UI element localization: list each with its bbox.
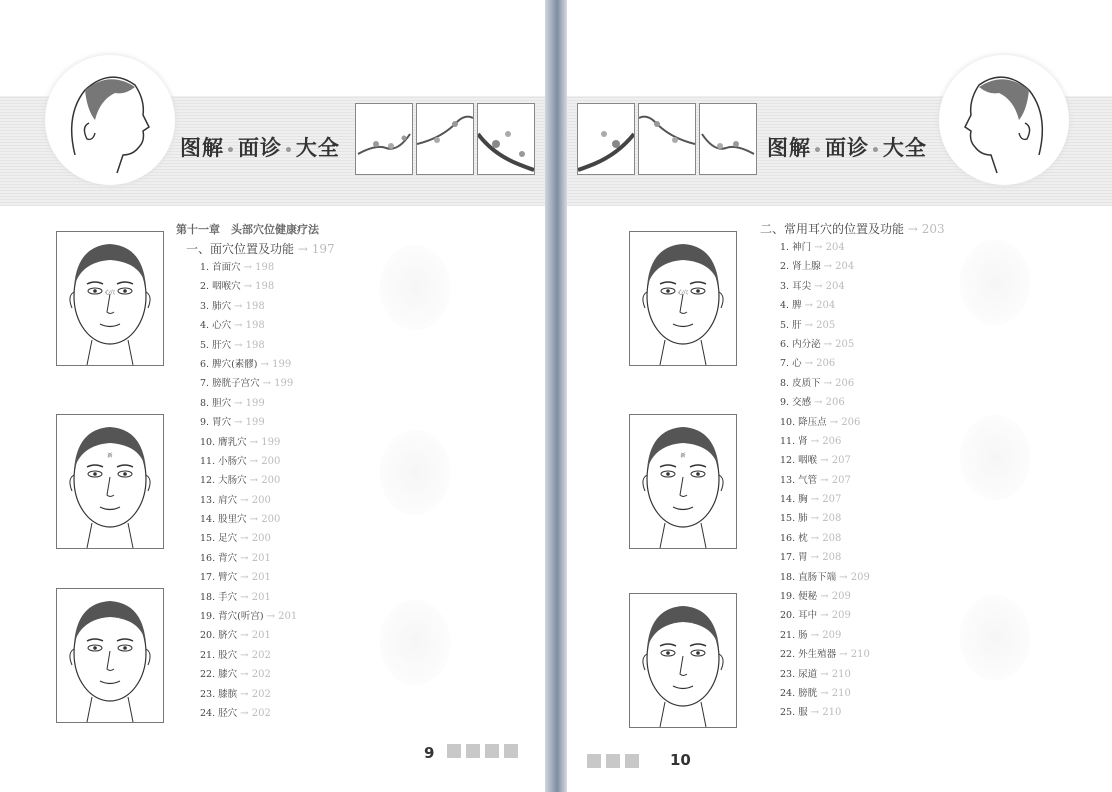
item-label: 17. 胃 [780,552,808,564]
face-diagram [629,231,737,366]
list-item [200,549,297,568]
brand-dot: • [813,143,823,159]
plum-painting-panel [699,103,757,175]
item-page-ref: → 205 [823,338,855,350]
face-label: 心穴 [104,290,116,296]
list-item [780,238,870,257]
section-title-text: 二、常用耳穴的位置及功能 [760,222,905,236]
item-page-ref: → 199 [234,397,265,409]
ear-point-list [780,238,870,723]
item-page-ref: → 201 [266,611,298,623]
item-page-ref: → 199 [234,417,265,429]
book-spine [545,0,567,792]
faded-face-illustration [960,240,1030,325]
item-label: 19. 便秘 [780,591,818,603]
item-label: 22. 外生殖器 [780,649,837,661]
item-label: 5. 肝 [780,319,802,331]
brand-part-3: 大全 [295,136,340,160]
footer-square [625,754,639,768]
item-page-ref: → 210 [810,707,842,719]
footer-square [606,754,620,768]
item-label: 6. 脾穴(素髎) [200,358,258,370]
item-page-ref: → 201 [240,572,271,584]
face-label: 心穴 [677,290,689,296]
brand-part-1: 图解 [767,136,811,160]
item-label: 23. 膝膑 [200,688,238,700]
head-profile-icon [45,55,175,185]
plum-painting-panel [638,103,696,175]
page-number: 9 [424,744,435,762]
item-label: 11. 小肠穴 [200,455,247,467]
item-label: 1. 神门 [780,242,812,253]
face-diagram [56,231,164,366]
list-item [200,607,297,626]
item-page-ref: → 202 [240,707,271,719]
list-item [780,277,870,296]
list-item [200,588,297,607]
list-item [780,490,870,509]
item-label: 6. 内分泌 [780,338,821,350]
item-label: 9. 交感 [780,397,812,409]
item-label: 13. 气管 [780,474,818,486]
item-page-ref: → 209 [820,591,851,603]
item-label: 11. 肾 [780,435,808,447]
chapter-title: 第十一章 头部穴位健康疗法 [176,223,319,236]
list-item [200,626,297,645]
list-item [780,335,870,354]
list-item [780,393,870,412]
item-page-ref: → 207 [810,494,842,506]
section-title-text: 一、面穴位置及功能 [186,242,295,256]
item-page-ref: → 204 [814,242,845,253]
item-label: 20. 脐穴 [200,630,238,642]
section-page-ref: → 203 [907,222,945,236]
section-page-ref: → 197 [297,242,335,256]
list-item [200,704,297,723]
list-item [780,296,870,315]
item-page-ref: → 208 [810,552,842,564]
list-item [780,257,870,276]
item-label: 24. 膀胱 [780,687,818,699]
brand-part-2: 面诊 [237,136,282,160]
item-label: 7. 膀胱子宫穴 [200,378,260,390]
item-page-ref: → 201 [240,630,271,642]
item-page-ref: → 209 [810,629,842,641]
list-item [200,413,297,432]
plum-painting-panel [477,103,535,175]
list-item [200,433,297,452]
list-item [200,277,297,296]
item-page-ref: → 201 [240,591,271,603]
face-diagram [629,593,737,728]
item-label: 12. 咽喉 [780,455,818,467]
list-item [200,258,297,277]
item-label: 1. 首面穴 [200,262,241,273]
item-label: 12. 大肠穴 [200,475,247,487]
list-item [200,568,297,587]
item-page-ref: → 210 [820,668,851,680]
list-item [200,646,297,665]
footer-square [466,744,480,758]
item-label: 5. 肝穴 [200,339,232,351]
list-item [200,297,297,316]
list-item [780,548,870,567]
footer-square [447,744,461,758]
list-item [780,626,870,645]
item-page-ref: → 200 [240,494,271,506]
item-page-ref: → 206 [804,358,836,370]
page-number: 10 [670,751,691,769]
list-item [200,491,297,510]
item-page-ref: → 202 [240,688,271,700]
list-item [780,703,870,722]
item-label: 24. 胫穴 [200,707,238,719]
face-diagram [56,414,164,549]
list-item [200,471,297,490]
item-label: 15. 足穴 [200,533,238,545]
item-page-ref: → 198 [234,320,265,332]
item-label: 10. 膺乳穴 [200,436,247,448]
item-page-ref: → 209 [820,610,851,622]
plum-painting-panel [577,103,635,175]
list-item [200,452,297,471]
brand-dot: • [283,143,294,159]
head-profile-icon [939,55,1069,185]
item-page-ref: → 198 [234,300,265,312]
list-item [780,374,870,393]
item-page-ref: → 198 [234,339,265,351]
item-label: 8. 胆穴 [200,397,232,409]
list-item [200,510,297,529]
left-page [0,0,545,792]
item-page-ref: → 209 [839,571,870,583]
item-label: 19. 背穴(听宫) [200,611,264,623]
footer-square [587,754,601,768]
list-item [200,685,297,704]
faded-face-illustration [960,595,1030,680]
item-page-ref: → 200 [249,455,281,467]
item-page-ref: → 202 [240,649,271,661]
item-label: 21. 肠 [780,629,808,641]
item-page-ref: → 206 [814,397,845,409]
brand-part-1: 图解 [180,136,224,160]
footer-square [485,744,499,758]
faded-face-illustration [960,415,1030,500]
brand-title [180,132,340,162]
item-page-ref: → 204 [823,261,855,273]
item-label: 4. 脾 [780,300,802,312]
item-page-ref: → 201 [240,552,271,564]
item-label: 18. 手穴 [200,591,238,603]
decor-panels [577,103,757,175]
face-diagram [56,588,164,723]
item-label: 25. 服 [780,707,808,719]
faded-face-illustration [380,430,450,515]
brand-part-3: 大全 [882,136,927,160]
faded-face-illustration [380,245,450,330]
item-page-ref: → 200 [249,514,281,526]
item-label: 2. 肾上腺 [780,261,821,273]
face-diagram [629,414,737,549]
item-label: 7. 心 [780,358,802,370]
item-label: 14. 胸 [780,494,808,506]
plum-painting-panel [416,103,474,175]
item-label: 20. 耳中 [780,610,818,622]
list-item [780,471,870,490]
item-label: 13. 肩穴 [200,494,238,506]
svg-text:新: 新 [107,453,113,459]
plum-painting-panel [355,103,413,175]
list-item [780,354,870,373]
item-page-ref: → 208 [810,532,842,544]
item-page-ref: → 204 [814,280,845,292]
item-page-ref: → 208 [810,513,842,525]
item-label: 21. 股穴 [200,649,238,661]
face-label: 心理压力 [670,623,696,630]
item-page-ref: → 200 [240,533,271,545]
list-item [780,568,870,587]
brand-title [767,132,927,162]
list-item [780,451,870,470]
list-item [780,684,870,703]
face-label: 心理压力 [97,618,123,625]
item-label: 17. 臂穴 [200,572,238,584]
profile-avatar [45,55,175,185]
item-label: 2. 咽喉穴 [200,281,241,293]
list-item [780,587,870,606]
item-label: 22. 膝穴 [200,669,238,681]
faded-face-illustration [380,600,450,685]
item-label: 15. 肺 [780,513,808,525]
item-page-ref: → 199 [262,378,294,390]
item-page-ref: → 206 [829,416,861,428]
brand-dot: • [870,143,881,159]
item-label: 16. 枕 [780,532,808,544]
item-page-ref: → 202 [240,669,271,681]
right-page [567,0,1112,792]
item-label: 3. 耳尖 [780,280,812,292]
item-page-ref: → 207 [820,474,851,486]
list-item [200,374,297,393]
item-page-ref: → 199 [249,436,281,448]
item-page-ref: → 206 [810,435,842,447]
item-label: 10. 降压点 [780,416,827,428]
acupoint-list [200,258,297,723]
list-item [200,529,297,548]
item-page-ref: → 210 [820,687,851,699]
item-page-ref: → 210 [839,649,870,661]
item-label: 14. 股里穴 [200,514,247,526]
item-label: 4. 心穴 [200,320,232,332]
item-page-ref: → 205 [804,319,836,331]
item-label: 16. 背穴 [200,552,238,564]
list-item [780,606,870,625]
item-page-ref: → 198 [243,281,275,293]
profile-avatar [939,55,1069,185]
decor-panels [355,103,535,175]
list-item [780,529,870,548]
section-title [760,220,945,237]
list-item [200,336,297,355]
item-label: 8. 皮质下 [780,377,821,389]
list-item [780,509,870,528]
list-item [780,665,870,684]
list-item [200,394,297,413]
item-page-ref: → 207 [820,455,851,467]
list-item [200,665,297,684]
item-label: 23. 尿道 [780,668,818,680]
footer-square [504,744,518,758]
item-page-ref: → 200 [249,475,281,487]
item-page-ref: → 198 [243,262,275,273]
svg-text:新: 新 [680,453,686,459]
list-item [200,316,297,335]
list-item [780,645,870,664]
item-label: 18. 直肠下端 [780,571,837,583]
item-page-ref: → 199 [260,358,292,370]
brand-dot: • [226,143,236,159]
list-item [780,316,870,335]
section-title [186,240,335,257]
item-label: 3. 肺穴 [200,300,232,312]
item-page-ref: → 206 [823,377,855,389]
item-page-ref: → 204 [804,300,836,312]
brand-part-2: 面诊 [824,136,869,160]
list-item [200,355,297,374]
list-item [780,413,870,432]
item-label: 9. 胃穴 [200,417,232,429]
list-item [780,432,870,451]
